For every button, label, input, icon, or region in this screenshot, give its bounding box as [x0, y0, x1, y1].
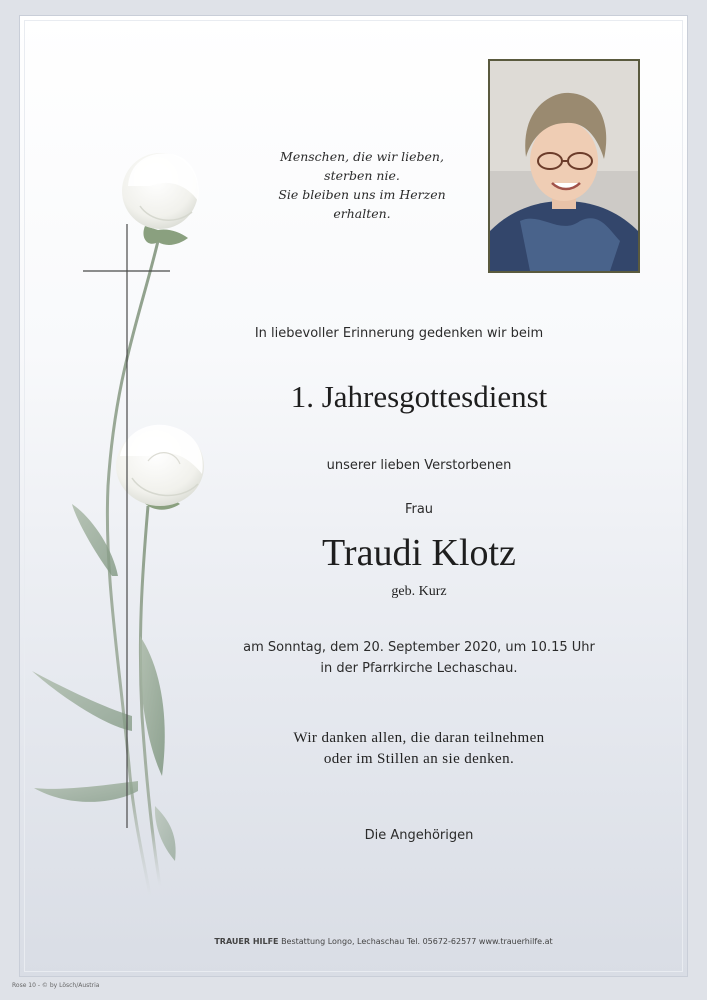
thanks-text — [140, 728, 687, 770]
footer-text: Bestattung Longo, Lechaschau Tel. 05672-62577 www.trauerhilfe.at — [281, 937, 553, 946]
thanks-line: Wir danken allen, die daran teilnehmen — [293, 730, 545, 746]
image-credit: Rose 10 - © by Lösch/Austria — [12, 982, 100, 989]
signature-text: Die Angehörigen — [364, 828, 474, 843]
subtitle-text: unserer lieben Verstorbenen — [326, 458, 512, 473]
quote-line: Menschen, die wir lieben, — [280, 149, 444, 164]
birth-name: geb. Kurz — [391, 584, 447, 599]
service-title: 1. Jahresgottesdienst — [290, 379, 548, 414]
footer — [60, 937, 707, 946]
salutation-text: Frau — [404, 502, 434, 517]
date-line: am Sonntag, dem 20. September 2020, um 10.15 Uhr — [243, 640, 595, 655]
portrait-photo — [488, 59, 640, 273]
quote-line: Sie bleiben uns im Herzen erhalten. — [278, 187, 446, 221]
thanks-line: oder im Stillen an sie denken. — [323, 751, 515, 767]
footer-brand: TRAUER HILFE — [214, 937, 279, 946]
location-line: in der Pfarrkirche Lechaschau. — [320, 661, 518, 676]
memorial-quote — [252, 147, 472, 223]
quote-line: sterben nie. — [324, 168, 400, 183]
intro-text: In liebevoller Erinnerung gedenken wir beim — [254, 326, 544, 341]
service-details — [140, 637, 687, 679]
memorial-card — [20, 16, 687, 976]
deceased-name: Traudi Klotz — [322, 532, 516, 574]
